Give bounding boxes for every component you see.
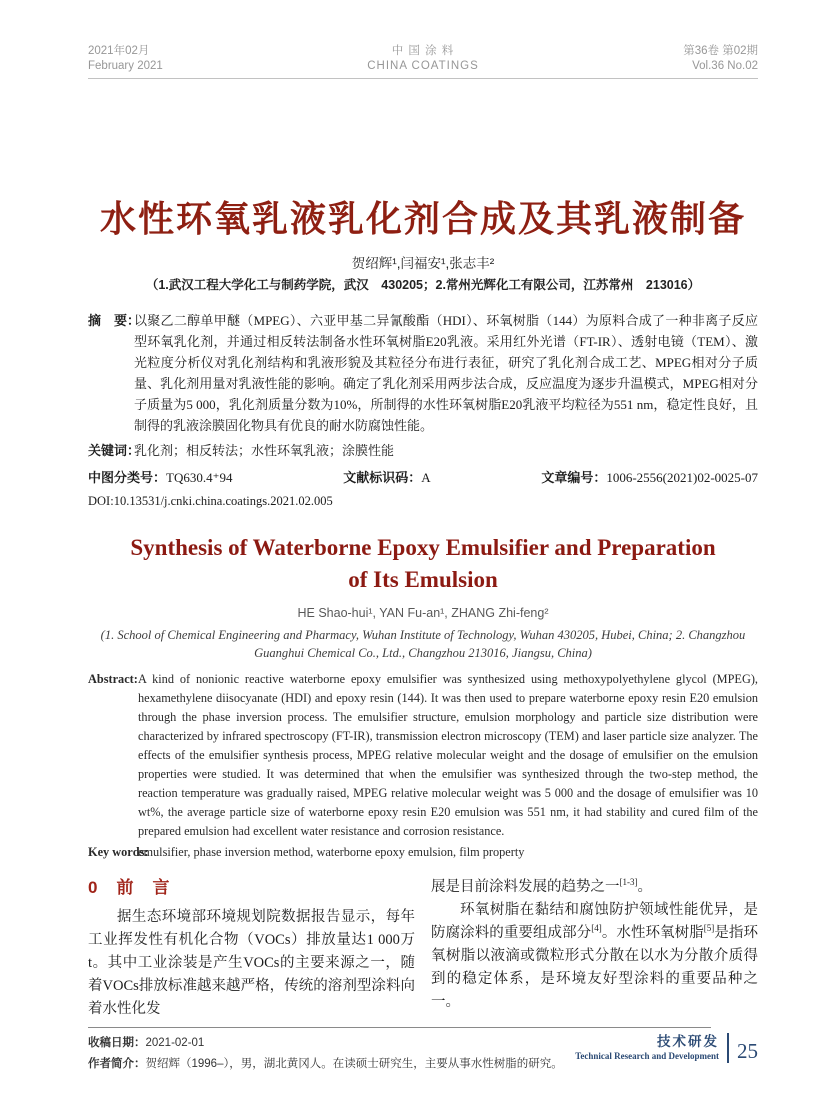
footer-section-marker xyxy=(575,1030,758,1066)
abstract-zh xyxy=(88,310,758,436)
doi: DOI:10.13531/j.cnki.china.coatings.2021.02.005 xyxy=(88,494,333,508)
volume-issue-en: Vol.36 No.02 xyxy=(692,60,758,72)
introduction-section xyxy=(88,876,758,1021)
clc-label: 中图分类号： xyxy=(88,470,167,485)
journal-header xyxy=(88,44,758,79)
keywords-zh xyxy=(88,440,758,461)
abstract-en-label: Abstract: xyxy=(88,672,138,686)
document-code-value: A xyxy=(421,470,431,485)
article-meta-row xyxy=(88,467,758,488)
page-number: 25 xyxy=(737,1039,758,1063)
clc-value: TQ630.4⁺94 xyxy=(166,470,233,485)
article-title-zh: 水性环氧乳液乳化剂合成及其乳液制备 xyxy=(99,198,746,239)
author-bio-label: 作者简介： xyxy=(88,1058,146,1070)
issue-date-en: February 2021 xyxy=(88,60,163,72)
keywords-en-text: emulsifier, phase inversion method, waterborne epoxy emulsion, film property xyxy=(138,845,525,859)
keywords-zh-label: 关键词： xyxy=(88,443,141,458)
authors-zh: 贺绍辉¹,闫福安¹,张志丰² xyxy=(351,256,495,271)
footer-section-name xyxy=(575,1034,719,1062)
abstract-zh-label: 摘 要： xyxy=(88,313,141,328)
affiliation-en: (1. School of Chemical Engineering and Pharmacy, Wuhan Institute of Technology, Wuhan 430205, Hubei, China; 2. Changzhou Guanghui Chemical Co., Ltd., Changzhou 213016, Jiangsu, China) xyxy=(100,628,746,660)
volume-issue-zh: 第36卷 第02期 xyxy=(683,45,758,57)
journal-name xyxy=(367,44,479,74)
intro-column-left xyxy=(88,876,415,1021)
document-code xyxy=(343,467,430,488)
journal-name-en: CHINA COATINGS xyxy=(367,60,479,72)
affiliation-zh: （1.武汉工程大学化工与制药学院，武汉 430205；2.常州光辉化工有限公司，江苏常州 213016） xyxy=(145,278,701,292)
intro-paragraph-2: 环氧树脂在黏结和腐蚀防护领域性能优异，是防腐涂料的重要组成部分[4]。水性环氧树脂[5]是指环氧树脂以液滴或微粒形式分散在以水为分散介质得到的稳定体系，是环境友好型涂料的重要品种之一。 xyxy=(431,902,759,1010)
article-id-label: 文章编号： xyxy=(541,470,607,485)
article-id-value: 1006-2556(2021)02-0025-07 xyxy=(606,470,758,485)
intro-column-right xyxy=(431,876,758,1021)
article-title-en-line2: of Its Emulsion xyxy=(348,567,498,592)
article-title-en xyxy=(88,532,758,596)
issue-date-zh: 2021年02月 xyxy=(88,45,150,57)
abstract-en-text: A kind of nonionic reactive waterborne epoxy emulsifier was synthesized using methoxypolyethylene glycol (MPEG), hexamethylene diisocyanate (HDI) and epoxy resin (144). It was then used to prepare waterborne epoxy resin E20 emulsion through the phase inversion process. The emulsifier structure, emulsion morphology and particle size distribution were characterized by infrared spectroscopy (FT-IR), transmission electron microscopy (TEM) and laser particle size analyzer. The effects of the emulsifier synthesis process, MPEG relative molecular weight and the dosage of emulsifier on the emulsion properties were studied. It was determined that when the emulsifier was synthesized through the two-step method, the reaction temperature was gradually raised, MPEG relative molecular weight was 5 000 and the dosage of emulsifier was 10 wt%, the average particle size of waterborne epoxy resin E20 emulsion was 551 nm, it had stability and cured film of the prepared emulsion had excellent water resistance and corrosion resistance. xyxy=(138,672,758,838)
footer-divider xyxy=(727,1033,729,1063)
header-volume-issue xyxy=(683,44,758,74)
abstract-en xyxy=(88,670,758,841)
document-code-label: 文献标识码： xyxy=(343,470,422,485)
article-id xyxy=(541,467,758,488)
intro-paragraph-1: 据生态环境部环境规划院数据报告显示，每年工业挥发性有机化合物（VOCs）排放量达1 000万t。其中工业涂装是产生VOCs的主要来源之一，随着VOCs排放标准越来越严格，传统的溶剂型涂料向着水性化发 xyxy=(88,909,415,1017)
intro-heading: 0 前 言 xyxy=(88,878,171,897)
received-date-value: 2021-02-01 xyxy=(145,1037,205,1049)
footer-section-en: Technical Research and Development xyxy=(575,1051,719,1061)
keywords-en xyxy=(88,843,758,862)
keywords-en-label: Key words: xyxy=(88,845,149,859)
header-issue-date xyxy=(88,44,163,74)
keywords-zh-text: 乳化剂；相反转法；水性环氧乳液；涂膜性能 xyxy=(134,443,395,458)
footer-section-zh: 技术研发 xyxy=(657,1034,719,1049)
journal-name-zh: 中 国 涂 料 xyxy=(391,45,455,57)
authors-en: HE Shao-hui¹, YAN Fu-an¹, ZHANG Zhi-feng² xyxy=(297,606,549,620)
author-bio-text: 贺绍辉（1996–），男，湖北黄冈人。在读硕士研究生，主要从事水性树脂的研究。 xyxy=(145,1058,563,1070)
article-title-en-line1: Synthesis of Waterborne Epoxy Emulsifier and Preparation xyxy=(130,535,716,560)
intro-paragraph-1-continued: 展是目前涂料发展的趋势之一[1-3]。 xyxy=(431,877,652,895)
received-date-label: 收稿日期： xyxy=(88,1037,146,1049)
clc-number xyxy=(88,467,232,488)
abstract-zh-text: 以聚乙二醇单甲醚（MPEG）、六亚甲基二异氰酸酯（HDI）、环氧树脂（144）为原料合成了一种非离子反应型环氧乳化剂，并通过相反转法制备水性环氧树脂E20乳液。采用红外光谱（FT-IR）、透射电镜（TEM）、激光粒度分析仪对乳化剂结构和乳液形貌及其粒径分布进行表征，研究了乳化剂合成工艺、MPEG相对分子质量、乳化剂用量对乳液性能的影响。确定了乳化剂采用两步法合成，反应温度为逐步升温模式，MPEG相对分子质量为5 000，乳化剂质量分数为10%，所制得的水性环氧树脂E20乳液平均粒径为551 nm，稳定性良好，且制得的乳液涂膜固化物具有优良的耐水防腐蚀性能。 xyxy=(134,313,758,433)
